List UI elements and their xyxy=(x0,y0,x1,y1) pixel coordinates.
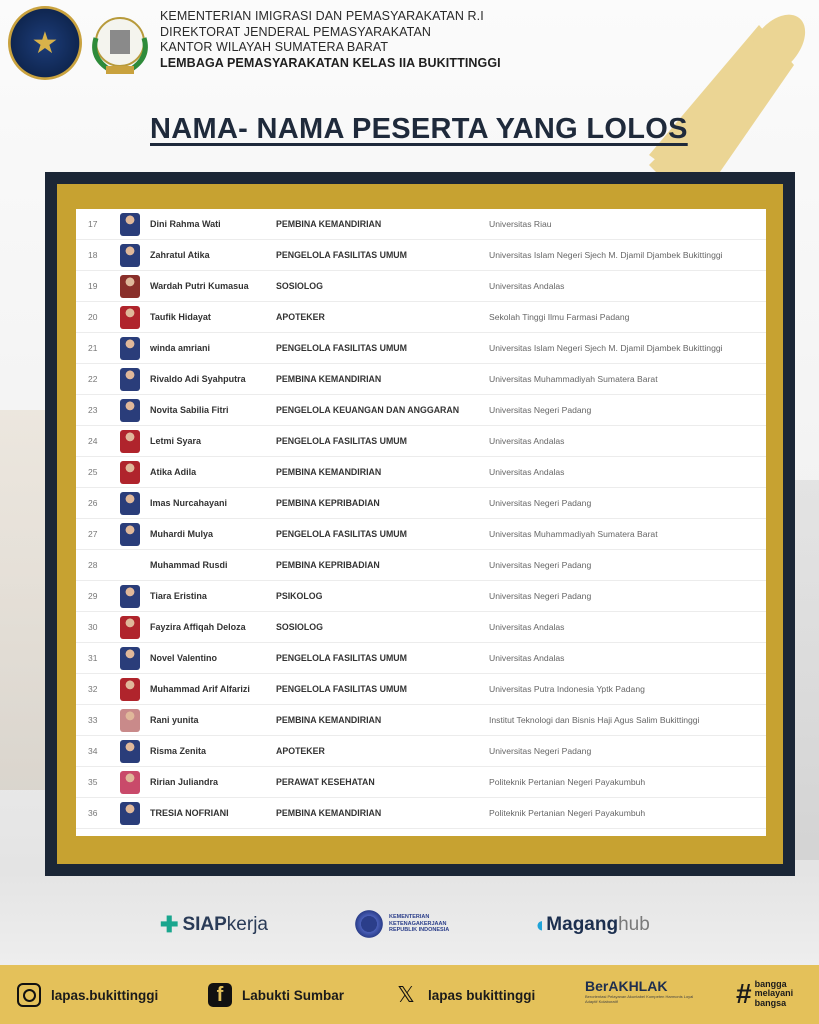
corrections-emblem-logo xyxy=(86,8,154,78)
participant-position: SOSIOLOG xyxy=(276,281,323,291)
table-row xyxy=(76,271,766,302)
participant-position: PEMBINA KEMANDIRIAN xyxy=(276,219,382,229)
participant-position: PEMBINA KEMANDIRIAN xyxy=(276,374,382,384)
participant-name: Rivaldo Adi Syahputra xyxy=(150,374,246,384)
table-row xyxy=(76,364,766,395)
participant-photo xyxy=(120,461,140,484)
participant-photo xyxy=(120,709,140,732)
participant-name: Rani yunita xyxy=(150,715,199,725)
table-row xyxy=(76,209,766,240)
participant-position: PENGELOLA FASILITAS UMUM xyxy=(276,653,407,663)
row-number: 17 xyxy=(88,219,98,229)
row-number: 22 xyxy=(88,374,98,384)
facebook-link[interactable] xyxy=(208,983,344,1007)
row-number: 28 xyxy=(88,560,98,570)
participant-university: Universitas Muhammadiyah Sumatera Barat xyxy=(489,374,658,384)
participant-photo xyxy=(120,802,140,825)
participant-position: PEMBINA KEPRIBADIAN xyxy=(276,498,380,508)
participant-university: Universitas Negeri Padang xyxy=(489,746,592,756)
header-ministry: KEMENTERIAN IMIGRASI DAN PEMASYARAKATAN R.I xyxy=(160,9,484,23)
row-number: 26 xyxy=(88,498,98,508)
table-row xyxy=(76,736,766,767)
facebook-icon: f xyxy=(208,983,232,1007)
participant-position: PSIKOLOG xyxy=(276,591,323,601)
kemnaker-icon xyxy=(353,908,385,940)
row-number: 31 xyxy=(88,653,98,663)
footer xyxy=(0,965,819,1024)
participant-photo xyxy=(120,368,140,391)
participant-position: PENGELOLA FASILITAS UMUM xyxy=(276,529,407,539)
participant-name: Muhardi Mulya xyxy=(150,529,214,539)
participant-university: Universitas Andalas xyxy=(489,436,565,446)
instagram-handle: lapas.bukittinggi xyxy=(51,987,159,1003)
participant-name: Novel Valentino xyxy=(150,653,218,663)
participant-university: Politeknik Pertanian Negeri Payakumbuh xyxy=(489,808,646,818)
participant-name: Muhammad Rusdi xyxy=(150,560,228,570)
siapkerja-rest: kerja xyxy=(226,914,268,935)
x-link[interactable] xyxy=(394,983,535,1007)
participant-position: APOTEKER xyxy=(276,312,325,322)
participant-position: APOTEKER xyxy=(276,746,325,756)
melayani-text: melayani xyxy=(754,988,794,999)
instagram-icon xyxy=(17,983,41,1007)
participant-photo xyxy=(120,771,140,794)
participant-university: Universitas Negeri Padang xyxy=(489,560,592,570)
participant-name: Letmi Syara xyxy=(150,436,202,446)
participant-university: Universitas Andalas xyxy=(489,622,565,632)
table-row xyxy=(76,302,766,333)
row-number: 36 xyxy=(88,808,98,818)
row-number: 33 xyxy=(88,715,98,725)
participant-name: winda amriani xyxy=(150,343,211,353)
participant-university: Universitas Negeri Padang xyxy=(489,405,592,415)
participant-position: PEMBINA KEMANDIRIAN xyxy=(276,715,382,725)
bangga-melayani-bangsa-logo xyxy=(736,978,793,1010)
ministry-emblem-logo: ★ xyxy=(8,6,82,80)
participant-photo xyxy=(120,647,140,670)
participant-photo xyxy=(120,616,140,639)
background-building-right xyxy=(793,480,819,860)
row-number: 25 xyxy=(88,467,98,477)
participant-position: PEMBINA KEPRIBADIAN xyxy=(276,560,380,570)
siapkerja-bold: SIAP xyxy=(182,914,227,935)
participant-photo xyxy=(120,306,140,329)
participant-position: PENGELOLA FASILITAS UMUM xyxy=(276,250,407,260)
participants-table xyxy=(76,209,766,836)
row-number: 35 xyxy=(88,777,98,787)
table-row xyxy=(76,333,766,364)
participant-university: Universitas Putra Indonesia Yptk Padang xyxy=(489,684,645,694)
row-number: 27 xyxy=(88,529,98,539)
x-icon: 𝕏 xyxy=(397,982,415,1007)
participant-photo xyxy=(120,740,140,763)
participant-photo xyxy=(120,430,140,453)
row-number: 19 xyxy=(88,281,98,291)
participant-name: Wardah Putri Kumasua xyxy=(150,281,249,291)
participant-name: Atika Adila xyxy=(150,467,197,477)
participant-name: Ririan Juliandra xyxy=(150,777,219,787)
participant-name: Fayzira Affiqah Deloza xyxy=(150,622,246,632)
participant-position: PENGELOLA FASILITAS UMUM xyxy=(276,436,407,446)
bangsa-text: bangsa xyxy=(754,997,787,1008)
table-row xyxy=(76,581,766,612)
participant-university: Universitas Negeri Padang xyxy=(489,498,592,508)
hash-icon: # xyxy=(736,978,752,1009)
participant-photo xyxy=(120,585,140,608)
row-number: 23 xyxy=(88,405,98,415)
participant-name: TRESIA NOFRIANI xyxy=(150,808,229,818)
row-number: 32 xyxy=(88,684,98,694)
participant-name: Imas Nurcahayani xyxy=(150,498,228,508)
participant-position: PENGELOLA FASILITAS UMUM xyxy=(276,343,407,353)
participant-name: Taufik Hidayat xyxy=(150,312,211,322)
participant-university: Institut Teknologi dan Bisnis Haji Agus Salim Bukittinggi xyxy=(489,715,700,725)
participant-university: Universitas Riau xyxy=(489,219,552,229)
berakhlak-subtext: Berorientasi Pelayanan Akuntabel Kompeten Harmonis Loyal Adaptif Kolaboratif xyxy=(585,994,694,1004)
partner-logos xyxy=(0,905,819,949)
x-handle: lapas bukittinggi xyxy=(428,987,536,1003)
participant-photo xyxy=(120,492,140,515)
instagram-link[interactable] xyxy=(17,983,158,1007)
participant-name: Muhammad Arif Alfarizi xyxy=(150,684,250,694)
participant-position: PERAWAT KESEHATAN xyxy=(276,777,375,787)
maganghub-icon: ◖ xyxy=(533,912,547,937)
participant-position: PEMBINA KEMANDIRIAN xyxy=(276,808,382,818)
table-row xyxy=(76,240,766,271)
participant-position: PENGELOLA KEUANGAN DAN ANGGARAN xyxy=(276,405,460,415)
table-row xyxy=(76,674,766,705)
participant-photo xyxy=(120,337,140,360)
background-building-left xyxy=(0,410,48,790)
row-number: 30 xyxy=(88,622,98,632)
kemnaker-text: KEMENTERIAN KETENAGAKERJAAN REPUBLIK INDONESIA xyxy=(389,914,450,934)
maganghub-rest: hub xyxy=(618,914,650,935)
siapkerja-logo xyxy=(160,912,268,938)
table-row xyxy=(76,798,766,829)
table-row xyxy=(76,457,766,488)
berakhlak-logo xyxy=(585,978,695,1004)
row-number: 29 xyxy=(88,591,98,601)
table-row xyxy=(76,705,766,736)
row-number: 18 xyxy=(88,250,98,260)
participant-photo xyxy=(120,244,140,267)
table-row xyxy=(76,426,766,457)
participant-university: Politeknik Pertanian Negeri Payakumbuh xyxy=(489,777,646,787)
table-row xyxy=(76,519,766,550)
table-row xyxy=(76,395,766,426)
row-number: 21 xyxy=(88,343,98,353)
header-regional-office: KANTOR WILAYAH SUMATERA BARAT xyxy=(160,40,389,54)
participant-university: Universitas Andalas xyxy=(489,653,565,663)
institution-header-text xyxy=(160,9,501,71)
header-institution: LEMBAGA PEMASYARAKATAN KELAS IIA BUKITTINGGI xyxy=(160,55,501,70)
participant-photo xyxy=(120,213,140,236)
kemnaker-logo xyxy=(353,908,455,940)
table-row xyxy=(76,488,766,519)
participant-university: Universitas Negeri Padang xyxy=(489,591,592,601)
table-row xyxy=(76,643,766,674)
participant-name: Dini Rahma Wati xyxy=(150,219,221,229)
maganghub-bold: Magang xyxy=(546,914,619,935)
maganghub-logo xyxy=(533,912,650,938)
participant-university: Sekolah Tinggi Ilmu Farmasi Padang xyxy=(489,312,630,322)
participant-position: PEMBINA KEMANDIRIAN xyxy=(276,467,382,477)
berakhlak-text: BerAKHLAK xyxy=(585,978,668,994)
participant-university: Universitas Muhammadiyah Sumatera Barat xyxy=(489,529,658,539)
participant-name: Zahratul Atika xyxy=(150,250,210,260)
page-title: NAMA- NAMA PESERTA YANG LOLOS xyxy=(150,113,688,145)
participant-university: Universitas Islam Negeri Sjech M. Djamil Djambek Bukittinggi xyxy=(489,343,723,353)
participant-name: Tiara Eristina xyxy=(150,591,207,601)
participant-photo xyxy=(120,523,140,546)
siapkerja-icon: ✚ xyxy=(160,912,179,937)
participant-position: PENGELOLA FASILITAS UMUM xyxy=(276,684,407,694)
participant-position: SOSIOLOG xyxy=(276,622,323,632)
participant-photo xyxy=(120,275,140,298)
participant-name: Novita Sabilia Fitri xyxy=(150,405,229,415)
header xyxy=(0,0,819,90)
facebook-handle: Labukti Sumbar xyxy=(242,987,345,1003)
table-row xyxy=(76,612,766,643)
participant-university: Universitas Andalas xyxy=(489,467,565,477)
table-row xyxy=(76,550,766,581)
participant-university: Universitas Andalas xyxy=(489,281,565,291)
participant-photo xyxy=(120,678,140,701)
participant-university: Universitas Islam Negeri Sjech M. Djamil Djambek Bukittinggi xyxy=(489,250,723,260)
row-number: 24 xyxy=(88,436,98,446)
participant-name: Risma Zenita xyxy=(150,746,207,756)
bangga-text: bangga xyxy=(754,978,787,989)
row-number: 34 xyxy=(88,746,98,756)
table-row xyxy=(76,767,766,798)
header-directorate: DIREKTORAT JENDERAL PEMASYARAKATAN xyxy=(160,24,432,39)
row-number: 20 xyxy=(88,312,98,322)
participant-photo xyxy=(120,399,140,422)
